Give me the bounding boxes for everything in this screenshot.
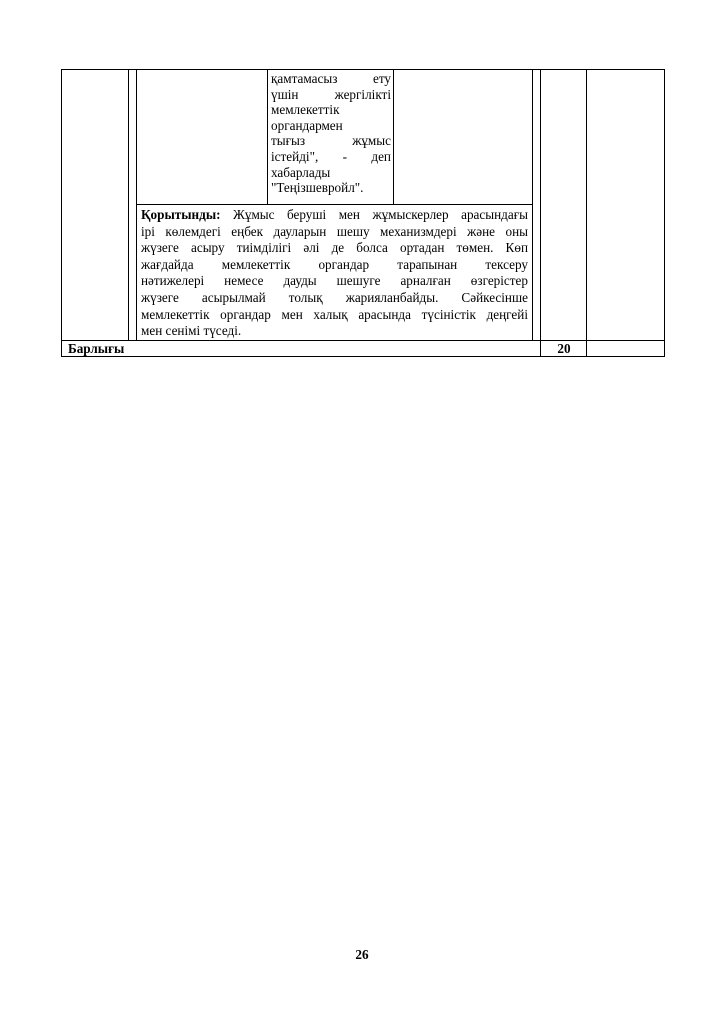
column-divider [136,69,137,341]
quote-line: істейді", - деп [271,148,391,164]
column-divider [532,69,533,341]
inner-row-divider [136,204,532,205]
table-top-border [61,69,664,70]
column-divider [128,69,129,341]
total-value: 20 [557,341,571,356]
column-divider [586,69,587,357]
quote-line: қамтамасыз ету [271,71,391,86]
conclusion-line: мен сенімі түседі. [141,323,242,339]
conclusion-line: Жұмыс беруші мен жұмыскерлер арасындағы [233,207,528,222]
conclusion-line: жағдайда мемлекеттік органдар тарапынан тексеру [141,256,528,272]
quote-line: үшін жергілікті [271,86,391,102]
quote-line: тығыз жұмыс [271,133,391,149]
table-right-border [664,69,665,357]
conclusion-line: жүзеге асыру тиімділігі әлі де болса ортадан төмен. Көп [141,240,528,256]
conclusion-label: Қорытынды: [141,207,221,222]
inner-column-divider [267,69,268,204]
column-divider [540,69,541,357]
conclusion-line: ірі көлемдегі еңбек дауларын шешу механизмдері және оны [141,223,528,239]
conclusion-line: нәтижелері немесе дауды шешуге арналған өзгерістер [141,273,528,289]
quote-line: "Теңізшевройл". [271,180,364,196]
conclusion-paragraph [141,207,528,340]
total-label: Барлығы [68,341,125,356]
quote-line: мемлекеттік [271,102,340,118]
table-left-border [61,69,62,357]
page-number: 26 [355,947,369,962]
quote-line: органдармен [271,117,343,133]
inner-column-divider [393,69,394,204]
conclusion-line: мемлекеттік органдар мен халық арасында түсіністік деңгейі [141,306,528,322]
conclusion-line: жүзеге асырылмай толық жарияланбайды. Сәйкесінше [141,289,528,305]
quote-line: хабарлады [271,164,331,180]
quote-cell [271,71,391,201]
